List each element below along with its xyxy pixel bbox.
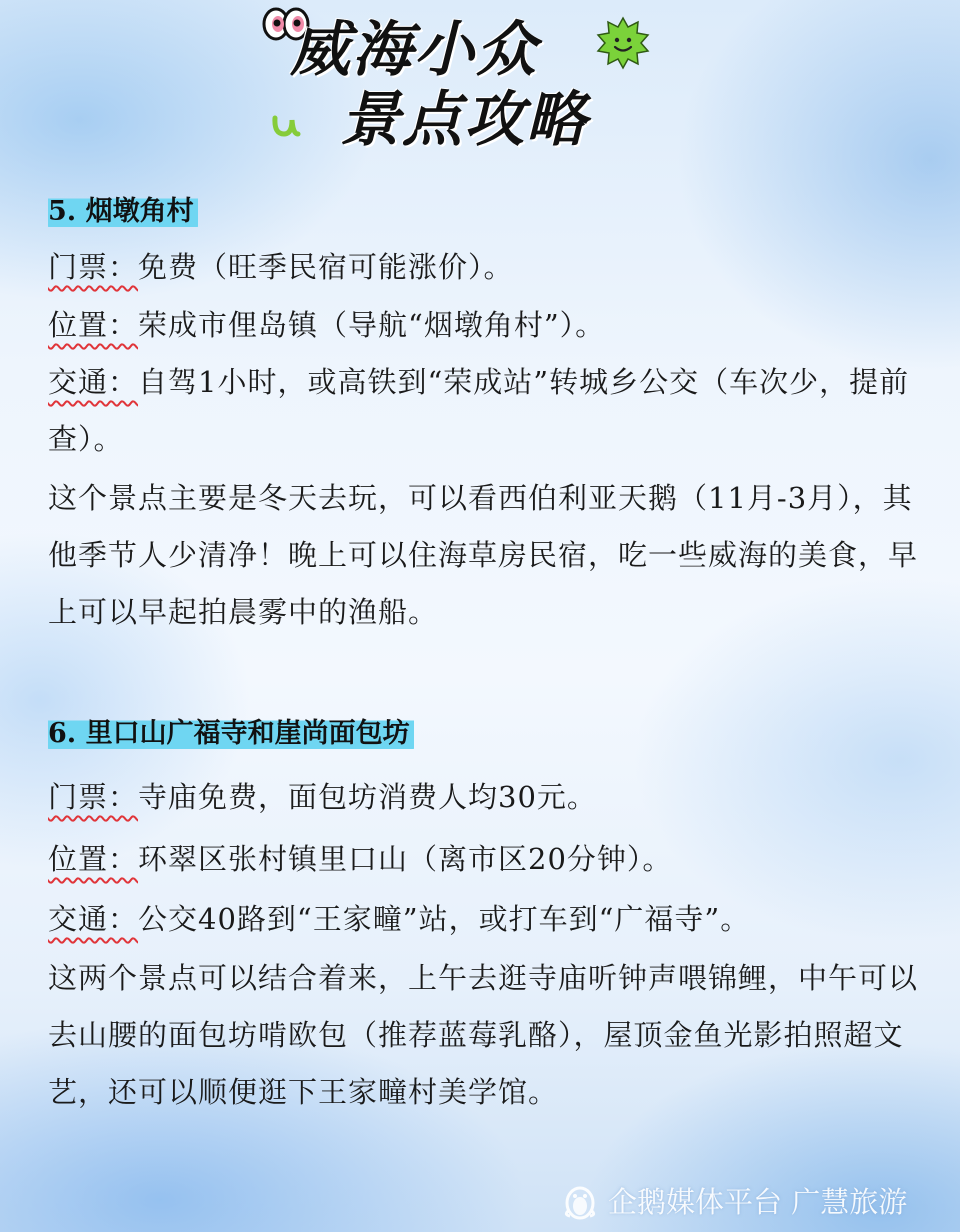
section-yandunjiao-village: [48, 194, 918, 641]
location-row: [48, 306, 918, 344]
traffic-row: [48, 354, 918, 468]
location-row: [48, 840, 918, 878]
ticket-label: 门票：: [48, 250, 139, 284]
traffic-label: 交通：: [48, 902, 139, 936]
traffic-value: 自驾1小时，或高铁到“荣成站”转城乡公交（车次少，提前查）。: [48, 365, 910, 456]
section-heading: 6. 里口山广福寺和崖尚面包坊: [48, 716, 414, 752]
traffic-label: 交通：: [48, 365, 139, 399]
location-value: 环翠区张村镇里口山（离市区20分钟）。: [138, 842, 673, 876]
ticket-value: 免费（旺季民宿可能涨价）。: [138, 250, 514, 284]
ticket-label: 门票：: [48, 780, 139, 814]
green-squiggle-icon: [270, 112, 302, 142]
ticket-row: [48, 778, 918, 816]
penguin-icon: [560, 1181, 600, 1221]
ticket-value: 寺庙免费，面包坊消费人均30元。: [138, 780, 597, 814]
location-label: 位置：: [48, 308, 139, 342]
traffic-value: 公交40路到“王家疃”站，或打车到“广福寺”。: [138, 902, 751, 936]
smiley-sun-icon: [596, 16, 650, 70]
traffic-row: [48, 900, 918, 938]
watermark: [560, 1180, 907, 1221]
page-title-line-2: 景点攻略: [340, 85, 588, 155]
watermark-text: 企鹅媒体平台 广慧旅游: [608, 1185, 908, 1219]
location-label: 位置：: [48, 842, 139, 876]
section-likoushan-guangfu-temple: [48, 716, 918, 1121]
section-heading: 5. 烟墩角村: [48, 194, 198, 230]
ticket-row: [48, 248, 918, 286]
section-description: 这两个景点可以结合着来，上午去逛寺庙听钟声喂锦鲤，中午可以去山腰的面包坊啃欧包（推荐蓝莓乳酪），屋顶金鱼光影拍照超文艺，还可以顺便逛下王家疃村美学馆。: [48, 961, 919, 1109]
section-description: 这个景点主要是冬天去玩，可以看西伯利亚天鹅（11月-3月），其他季节人少清净！晚上可以住海草房民宿，吃一些威海的美食，早上可以早起拍晨雾中的渔船。: [48, 481, 919, 629]
location-value: 荣成市俚岛镇（导航“烟墩角村”）。: [138, 308, 606, 342]
page-title-line-1: 威海小众: [290, 15, 538, 85]
